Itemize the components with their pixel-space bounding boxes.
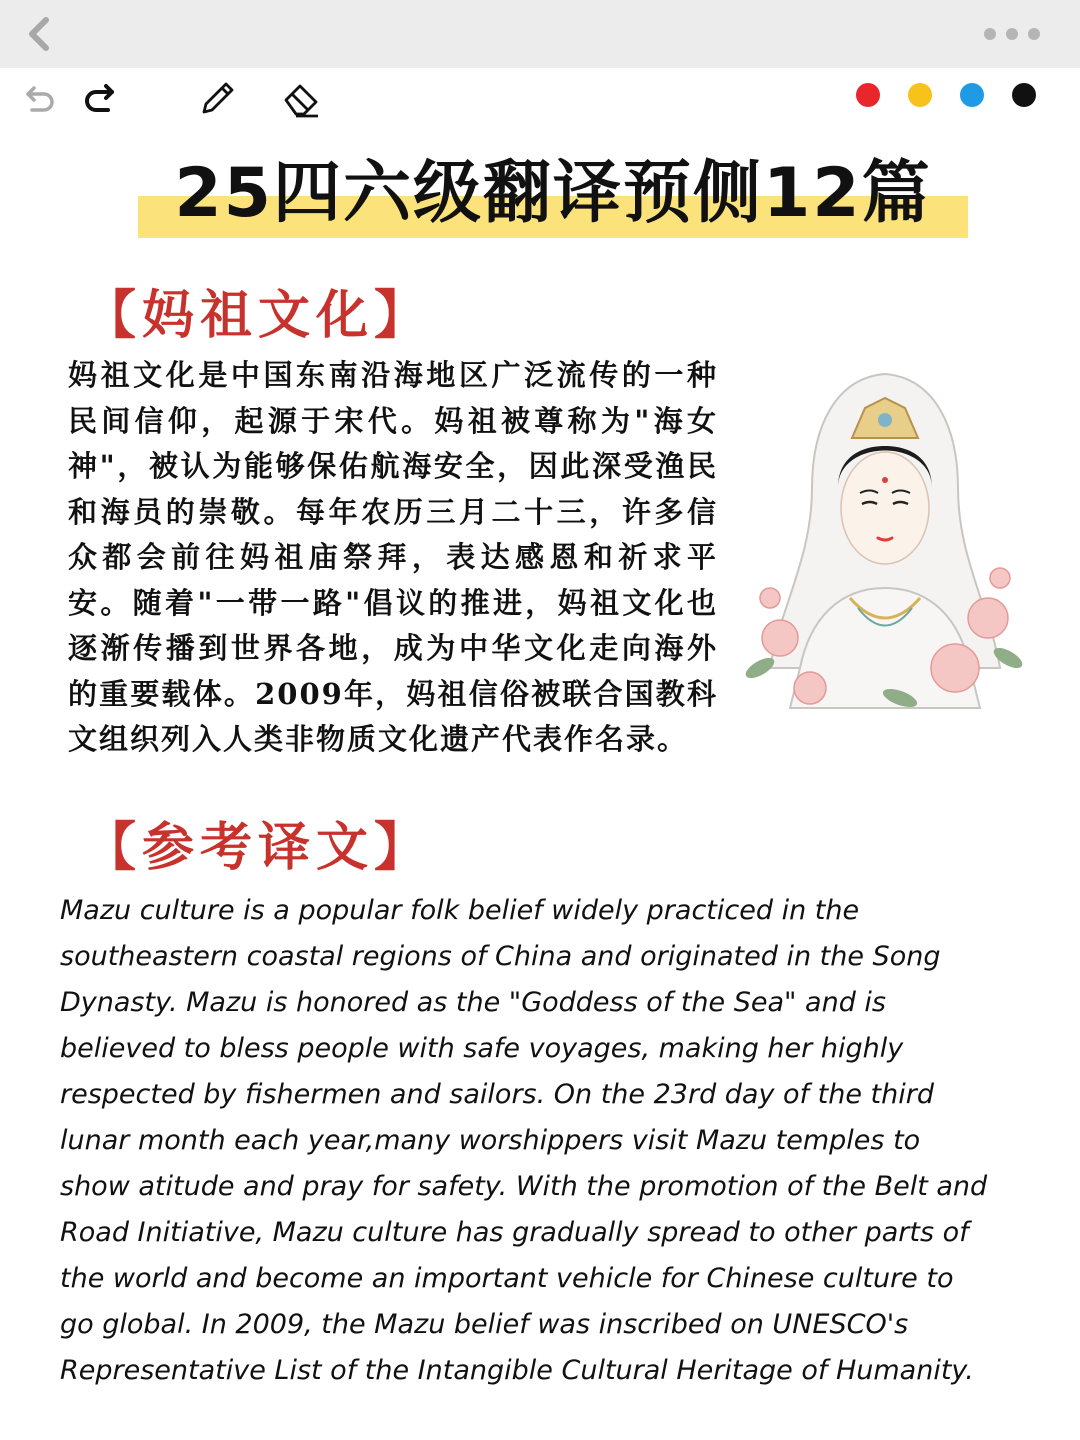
redo-button[interactable] (80, 80, 118, 114)
color-swatch-black[interactable] (1012, 83, 1036, 107)
more-dots-icon (984, 28, 996, 40)
undo-icon (22, 80, 60, 114)
back-button[interactable] (22, 14, 54, 54)
pencil-icon (198, 80, 236, 118)
page-title-block (138, 150, 968, 242)
eraser-button[interactable] (282, 80, 320, 114)
eraser-icon (282, 80, 322, 118)
source-heading: 【妈祖文化】 (84, 285, 433, 346)
redo-icon (80, 80, 118, 114)
undo-button[interactable] (22, 80, 60, 114)
page-title: 25四六级翻译预侧12篇 (174, 154, 932, 233)
source-paragraph: 妈祖文化是中国东南沿海地区广泛流传的一种民间信仰，起源于宋代。妈祖被尊称为"海女神"，被认为能够保佑航海安全，因此深受渔民和海员的崇敬。每年农历三月二十三，许多信众都会前往妈祖庙祭拜，表达感恩和祈求平安。随着"一带一路"倡议的推进，妈祖文化也逐渐传播到世界各地，成为中华文化走向海外的重要载体。2009年，妈祖信俗被联合国教科文组织列入人类非物质文化遗产代表作名录。 (68, 358, 718, 756)
more-button[interactable] (984, 28, 1040, 40)
translation-paragraph: Mazu culture is a popular folk belief widely practiced in the southeastern coastal regions of China and originated in the Song Dynasty. Mazu is honored as the "Goddess of the Sea" and is believed to bless people with safe voyages, making her highly respected by fishermen and sailors. On the 23rd day of the third lunar month each year,many worshippers visit Mazu temples to show atitude and pray for safety. With the promotion of the Belt and Road Initiative, Mazu culture has gradually spread to other parts of the world and become an important vehicle for Chinese culture to go global. In 2009, the Mazu belief was inscribed on UNESCO's Representative List of the Intangible Cultural Heritage of Humanity. (60, 895, 988, 1386)
color-swatch-yellow[interactable] (908, 83, 932, 107)
chevron-left-icon (22, 14, 54, 54)
top-bar (0, 0, 1080, 68)
color-swatch-red[interactable] (856, 83, 880, 107)
mazu-goddess-illustration (740, 368, 1030, 748)
color-swatch-blue[interactable] (960, 83, 984, 107)
pencil-button[interactable] (198, 80, 236, 114)
translation-heading: 【参考译文】 (84, 817, 433, 878)
